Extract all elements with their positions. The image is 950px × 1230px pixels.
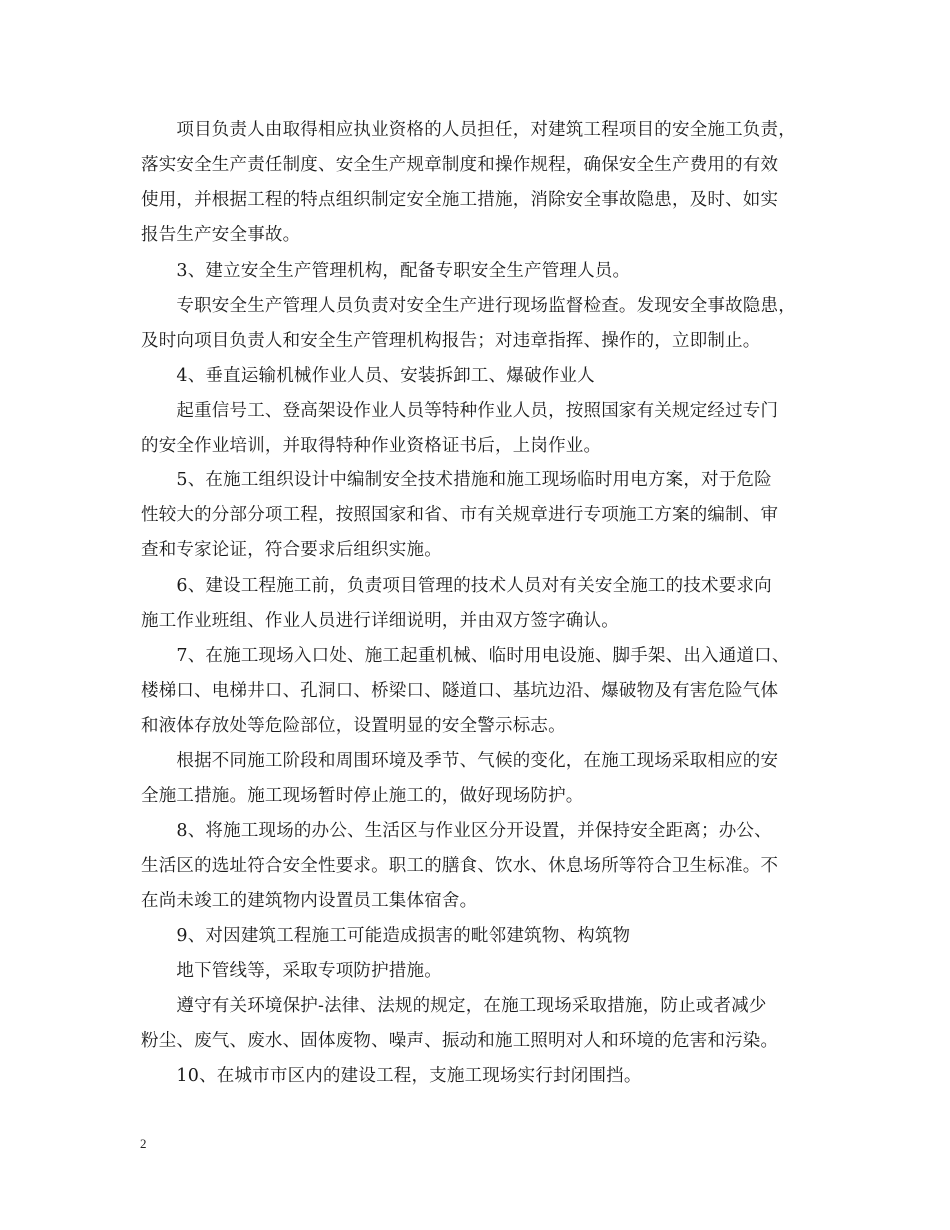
text-line: 的安全作业培训，并取得特种作业资格证书后，上岗作业。 [141,436,602,456]
text-line: 报告生产安全事故。 [141,225,301,245]
text-line: 在尚未竣工的建筑物内设置员工集体宿舍。 [141,891,478,911]
text-line: 6、建设工程施工前，负责项目管理的技术人员对有关安全施工的技术要求向 [141,576,772,596]
page-number: 2 [140,1136,147,1151]
text-line: 全施工措施。施工现场暂时停止施工的，做好现场防护。 [141,786,584,806]
text-line: 根据不同施工阶段和周围环境及季节、气候的变化，在施工现场采取相应的安 [141,751,779,771]
text-line: 项目负责人由取得相应执业资格的人员担任，对建筑工程项目的安全施工负责， [141,120,796,140]
text-line: 查和专家论证，符合要求后组织实施。 [141,540,442,560]
text-line: 落实安全生产责任制度、安全生产规章制度和操作规程，确保安全生产费用的有效 [141,155,779,175]
text-line: 性较大的分部分项工程，按照国家和省、市有关规章进行专项施工方案的编制、审 [141,505,779,525]
text-line: 8、将施工现场的办公、生活区与作业区分开设置，并保持安全距离；办公、 [141,821,772,841]
text-line: 专职安全生产管理人员负责对安全生产进行现场监督检查。发现安全事故隐患， [141,296,796,316]
text-line: 起重信号工、登高架设作业人员等特种作业人员，按照国家有关规定经过专门 [141,401,779,421]
text-line: 和液体存放处等危险部位，设置明显的安全警示标志。 [141,716,566,736]
text-line: 地下管线等，采取专项防护措施。 [141,961,442,981]
text-line: 楼梯口、电梯井口、孔洞口、桥梁口、隧道口、基坑边沿、爆破物及有害危险气体 [141,681,779,701]
text-line: 9、对因建筑工程施工可能造成损害的毗邻建筑物、构筑物 [141,926,631,946]
text-line: 遵守有关环境保护-法律、法规的规定，在施工现场采取措施，防止或者减少 [141,996,767,1016]
text-line: 及时向项目负责人和安全生产管理机构报告；对违章指挥、操作的，立即制止。 [141,331,761,351]
text-line: 7、在施工现场入口处、施工起重机械、临时用电设施、脚手架、出入通道口、 [141,646,790,666]
text-line: 生活区的选址符合安全性要求。职工的膳食、饮水、休息场所等符合卫生标准。不 [141,856,779,876]
text-line: 3、建立安全生产管理机构，配备专职安全生产管理人员。 [141,261,631,281]
text-line: 4、垂直运输机械作业人员、安装拆卸工、爆破作业人 [141,366,595,386]
text-line: 施工作业班组、作业人员进行详细说明，并由双方签字确认。 [141,611,619,631]
text-line: 10、在城市市区内的建设工程，支施工现场实行封闭围挡。 [141,1066,642,1086]
text-line: 使用，并根据工程的特点组织制定安全施工措施，消除安全事故隐患，及时、如实 [141,190,779,210]
text-line: 粉尘、废气、废水、固体废物、噪声、振动和施工照明对人和环境的危害和污染。 [141,1031,779,1051]
text-line: 5、在施工组织设计中编制安全技术措施和施工现场临时用电方案，对于危险 [141,470,772,490]
